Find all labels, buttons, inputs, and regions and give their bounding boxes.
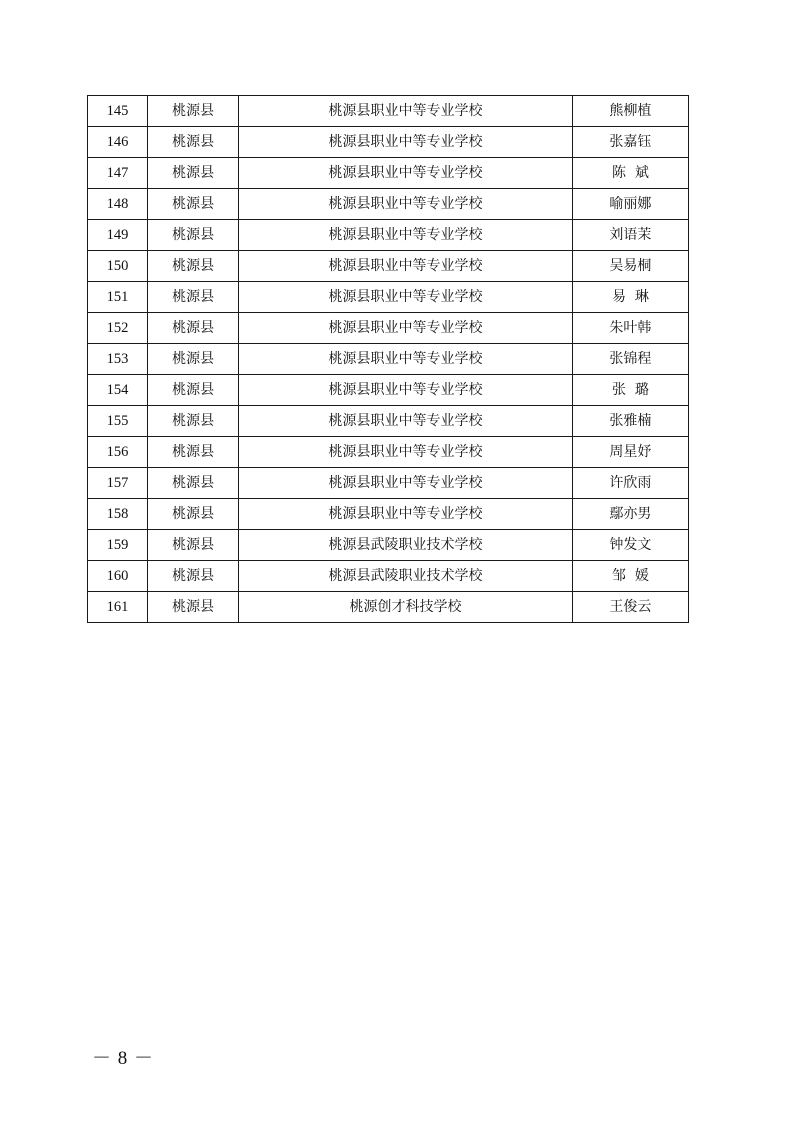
table-row [88, 375, 689, 406]
school-cell: 桃源县职业中等专业学校 [239, 499, 573, 530]
row-number-cell: 148 [88, 189, 148, 220]
table-row [88, 313, 689, 344]
student-name-cell: 邹 媛 [572, 561, 688, 592]
table-row [88, 406, 689, 437]
row-number-cell: 158 [88, 499, 148, 530]
school-cell: 桃源县职业中等专业学校 [239, 468, 573, 499]
table-row [88, 437, 689, 468]
county-cell: 桃源县 [148, 406, 239, 437]
row-number-cell: 155 [88, 406, 148, 437]
school-cell: 桃源县职业中等专业学校 [239, 282, 573, 313]
student-name-cell: 王俊云 [572, 592, 688, 623]
school-cell: 桃源县职业中等专业学校 [239, 344, 573, 375]
table-row [88, 96, 689, 127]
school-cell: 桃源县职业中等专业学校 [239, 406, 573, 437]
county-cell: 桃源县 [148, 375, 239, 406]
table-row [88, 127, 689, 158]
school-cell: 桃源县职业中等专业学校 [239, 313, 573, 344]
row-number-cell: 146 [88, 127, 148, 158]
row-number-cell: 151 [88, 282, 148, 313]
student-name-cell: 许欣雨 [572, 468, 688, 499]
row-number-cell: 159 [88, 530, 148, 561]
row-number-cell: 149 [88, 220, 148, 251]
roster-table [87, 95, 689, 623]
school-cell: 桃源县职业中等专业学校 [239, 96, 573, 127]
student-name-cell: 钟发文 [572, 530, 688, 561]
roster-table-body [88, 96, 689, 623]
county-cell: 桃源县 [148, 127, 239, 158]
student-name-cell: 张 璐 [572, 375, 688, 406]
county-cell: 桃源县 [148, 96, 239, 127]
row-number-cell: 161 [88, 592, 148, 623]
school-cell: 桃源县职业中等专业学校 [239, 158, 573, 189]
county-cell: 桃源县 [148, 189, 239, 220]
student-name-cell: 喻丽娜 [572, 189, 688, 220]
student-name-cell: 朱叶韩 [572, 313, 688, 344]
table-row [88, 189, 689, 220]
student-name-cell: 易 琳 [572, 282, 688, 313]
student-name-cell: 周星妤 [572, 437, 688, 468]
school-cell: 桃源县职业中等专业学校 [239, 375, 573, 406]
student-name-cell: 熊柳植 [572, 96, 688, 127]
table-row [88, 251, 689, 282]
county-cell: 桃源县 [148, 530, 239, 561]
county-cell: 桃源县 [148, 251, 239, 282]
county-cell: 桃源县 [148, 344, 239, 375]
county-cell: 桃源县 [148, 468, 239, 499]
table-row [88, 530, 689, 561]
row-number-cell: 152 [88, 313, 148, 344]
row-number-cell: 145 [88, 96, 148, 127]
school-cell: 桃源县职业中等专业学校 [239, 220, 573, 251]
table-row [88, 344, 689, 375]
county-cell: 桃源县 [148, 158, 239, 189]
table-row [88, 158, 689, 189]
table-row [88, 282, 689, 313]
student-name-cell: 陈 斌 [572, 158, 688, 189]
school-cell: 桃源县职业中等专业学校 [239, 189, 573, 220]
student-name-cell: 张雅楠 [572, 406, 688, 437]
school-cell: 桃源县武陵职业技术学校 [239, 530, 573, 561]
county-cell: 桃源县 [148, 499, 239, 530]
table-row [88, 468, 689, 499]
school-cell: 桃源县职业中等专业学校 [239, 127, 573, 158]
school-cell: 桃源县职业中等专业学校 [239, 437, 573, 468]
row-number-cell: 157 [88, 468, 148, 499]
row-number-cell: 150 [88, 251, 148, 282]
table-row [88, 220, 689, 251]
school-cell: 桃源创才科技学校 [239, 592, 573, 623]
student-name-cell: 鄢亦男 [572, 499, 688, 530]
student-name-cell: 张嘉钰 [572, 127, 688, 158]
student-name-cell: 刘语茉 [572, 220, 688, 251]
row-number-cell: 156 [88, 437, 148, 468]
county-cell: 桃源县 [148, 282, 239, 313]
school-cell: 桃源县武陵职业技术学校 [239, 561, 573, 592]
row-number-cell: 160 [88, 561, 148, 592]
county-cell: 桃源县 [148, 592, 239, 623]
table-row [88, 561, 689, 592]
table-row [88, 499, 689, 530]
county-cell: 桃源县 [148, 220, 239, 251]
table-row [88, 592, 689, 623]
page-number: － 8 － [92, 1048, 155, 1069]
row-number-cell: 154 [88, 375, 148, 406]
school-cell: 桃源县职业中等专业学校 [239, 251, 573, 282]
row-number-cell: 153 [88, 344, 148, 375]
county-cell: 桃源县 [148, 561, 239, 592]
row-number-cell: 147 [88, 158, 148, 189]
county-cell: 桃源县 [148, 313, 239, 344]
student-name-cell: 张锦程 [572, 344, 688, 375]
student-name-cell: 吴易桐 [572, 251, 688, 282]
county-cell: 桃源县 [148, 437, 239, 468]
